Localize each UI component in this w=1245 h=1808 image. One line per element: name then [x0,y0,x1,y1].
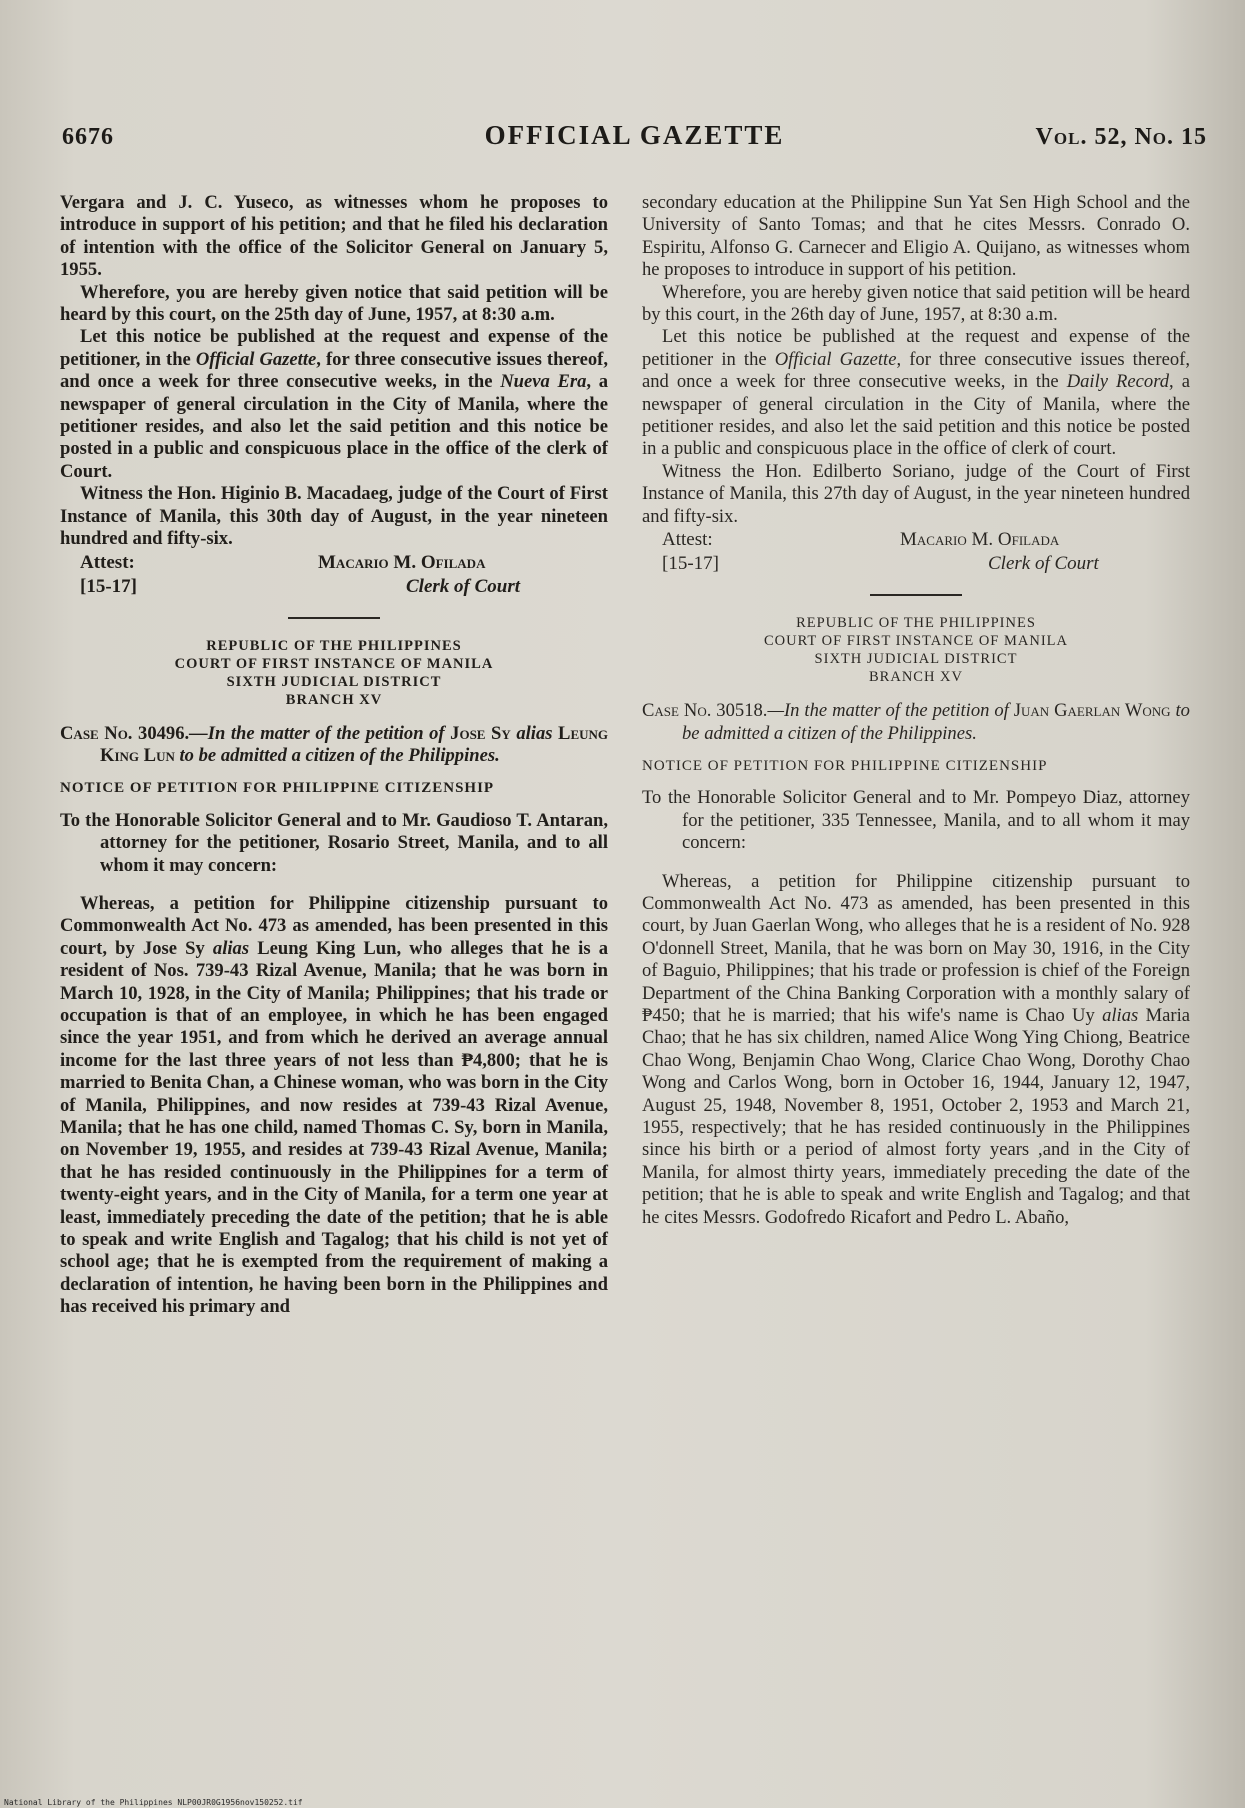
court-line: BRANCH XV [869,669,963,686]
right-paragraph-3 [642,326,1190,460]
case-number: Case No. 30518. [642,700,768,722]
gazette-name: Official Gazette [195,348,317,370]
newspaper-name: Nueva Era [500,371,587,393]
text-run: to be admitted a citizen of the Philippines. [682,700,1190,744]
petitioner-alias: Leung King Lun [100,722,609,766]
text-run: , for three consecutive issues thereof, and once a week for three consecutive weeks, in the [60,348,608,393]
page-header [62,118,1207,158]
text-run: , a newspaper of general circulation in the City of Manila, where the petitioner resides, and also let the said petition and this notice be posted in a public and conspicuous place in the office of the clerk of Court. [60,371,608,482]
text-run: Let this notice be published at the request and expense of the petitioner, in the [60,326,608,370]
clerk-name: Macario M. Ofilada [900,529,1060,551]
right-paragraph-4: Witness the Hon. Edilberto Soriano, judge of the Court of First Instance of Manila, this 27th day of August, in the year nineteen hundred and fifty-six. [642,460,1190,527]
text-run: to be admitted a citizen of the Philippines. [174,744,500,766]
notice-heading: NOTICE OF PETITION FOR PHILIPPINE CITIZENSHIP [60,780,495,797]
petitioner-name: Jose Sy [450,722,511,744]
right-paragraph-1: secondary education at the Philippine Sun Yat Sen High School and the University of Santo Tomas; and that he cites Messrs. Conrado O. Espiritu, Alfonso G. Carnecer and Eligio A. Quijano, as witnesses whom he proposes to introduce in support of his petition. [642,192,1190,281]
clerk-title: Clerk of Court [988,553,1099,575]
clerk-name: Macario M. Ofilada [318,551,486,573]
right-column [642,192,1190,1229]
publication-title: OFFICIAL GAZETTE [484,120,785,150]
text-run: alias [212,937,250,959]
case-title [60,723,608,768]
text-run: —In the matter of the petition of [189,722,451,744]
court-line: REPUBLIC OF THE PHILIPPINES [796,615,1036,632]
right-petition-body [642,871,1190,1230]
court-line: REPUBLIC OF THE PHILIPPINES [206,637,462,654]
left-petition-body [60,893,608,1319]
volume-number: Vol. 52, No. 15 [1035,124,1207,150]
section-divider [870,594,962,596]
attest-reference: [15-17] [662,553,719,575]
court-line: SIXTH JUDICIAL DISTRICT [226,673,442,690]
notice-address: To the Honorable Solicitor General and to Mr. Gaudioso T. Antaran, attorney for the petitioner, Rosario Street, Manila, and to all whom it may concern: [60,809,608,876]
text-run: Leung King Lun, who alleges that he is a resident of Nos. 739-43 Rizal Avenue, Manila; that he was born in March 10, 1928, in the City of Manila; Philippines; that his trade or occupation is that of an employee, in which he has been engaged since the year 1951, and from which he derived an average annual income for the last three years of not less than ₱4,800; that he is married to Benita Chan, a Chinese woman, who was born in the City of Manila, Philippines, and now resides at 739-43 Rizal Avenue, Manila; that he has one child, named Thomas C. Sy, born in Manila, on November 19, 1955, and resides at 739-43 Rizal Avenue, Manila; that he has resided continuously in the Philippines for a term of twenty-eight years, and in the City of Manila, for a term one year at least, immediately preceding the date of the petition; that he is able to speak and write English and Tagalog; that his child is not yet of school age; that he is exempted from the requirement of making a declaration of intention, he having been born in the Philippines and has received his primary and [60,937,609,1318]
right-paragraph-2: Wherefore, you are hereby given notice that said petition will be heard by this court, in the 26th day of June, 1957, at 8:30 a.m. [642,281,1190,326]
section-divider [288,617,380,619]
attest-label: Attest: [80,551,135,573]
court-line: BRANCH XV [285,691,383,708]
court-line: SIXTH JUDICIAL DISTRICT [814,651,1018,668]
court-heading [60,637,608,709]
text-run: —In the matter of the petition of [767,700,1014,722]
text-run: Whereas, a petition for Philippine citizenship pursuant to Commonwealth Act No. 473 as amended, has been presented in this court, by Jose Sy [60,892,608,959]
text-run: Whereas, a petition for Philippine citizenship pursuant to Commonwealth Act No. 473 as amended, has been presented in this court, by Juan Gaerlan Wong, who alleges that he is a resident of No. 928 O'donnell Street, Manila, that he was born on May 30, 1916, in the City of Baguio, Philippines; that his trade or profession is chief of the Foreign Department of the China Banking Corporation with a monthly salary of ₱450; that he is married; that his wife's name is Chao Uy [642,870,1190,1026]
left-paragraph-1: Vergara and J. C. Yuseco, as witnesses whom he proposes to introduce in support of his petition; and that he filed his declaration of intention with the office of the Solicitor General on January 5, 1955. [60,192,608,281]
court-line: COURT OF FIRST INSTANCE OF MANILA [764,633,1068,650]
court-line: COURT OF FIRST INSTANCE OF MANILA [174,655,494,672]
text-run: , for three consecutive issues thereof, and once a week for three consecutive weeks, in the [642,348,1190,393]
left-attestation [60,551,608,599]
scan-source-footer: National Library of the Philippines NLP00JR0G1956nov150252.tif [4,1798,303,1807]
case-title [642,700,1190,745]
text-run: alias [1102,1004,1139,1026]
clerk-title: Clerk of Court [406,575,521,597]
attest-reference: [15-17] [80,575,137,597]
left-column [60,192,608,1319]
newspaper-name: Daily Record [1066,371,1170,393]
text-run: Maria Chao; that he has six children, named Alice Wong Ying Chiong, Beatrice Chao Wong, Benjamin Chao Wong, Clarice Chao Wong, Dorothy Chao Wong and Carlos Wong, born in October 16, 1944, January 12, 1947, August 25, 1948, November 8, 1951, October 2, 1953 and March 21, 1955, respectively; that he has resided continuously in the Philippines since his birth or a period of almost forty years ,and in the City of Manila, for almost thirty years, immediately preceding the date of the petition; that he is able to speak and write English and Tagalog; and that he cites Messrs. Godofredo Ricafort and Pedro L. Abaño, [642,1004,1190,1228]
petitioner-name: Juan Gaerlan Wong [1013,700,1171,722]
court-heading [642,614,1190,686]
left-paragraph-4: Witness the Hon. Higinio B. Macadaeg, judge of the Court of First Instance of Manila, this 30th day of August, in the year nineteen hundred and fifty-six. [60,483,608,550]
attest-label: Attest: [662,529,713,551]
notice-heading: NOTICE OF PETITION FOR PHILIPPINE CITIZENSHIP [642,757,1048,774]
page-number: 6676 [62,124,114,150]
text-run: , a newspaper of general circulation in the City of Manila, where the petitioner resides, and also let the said petition and this notice be posted in a public and conspicuous place in the office of clerk of court. [642,371,1190,460]
text-run: alias [510,722,559,744]
left-paragraph-2: Wherefore, you are hereby given notice that said petition will be heard by this court, on the 25th day of June, 1957, at 8:30 a.m. [60,281,608,326]
case-number: Case No. 30496. [60,722,190,744]
right-attestation [642,528,1190,576]
gazette-name: Official Gazette [774,348,897,370]
text-run: Let this notice be published at the request and expense of the petitioner in the [642,326,1190,370]
notice-address: To the Honorable Solicitor General and to Mr. Pompeyo Diaz, attorney for the petitioner, 335 Tennessee, Manila, and to all whom it may concern: [642,787,1190,854]
left-paragraph-3 [60,326,608,483]
